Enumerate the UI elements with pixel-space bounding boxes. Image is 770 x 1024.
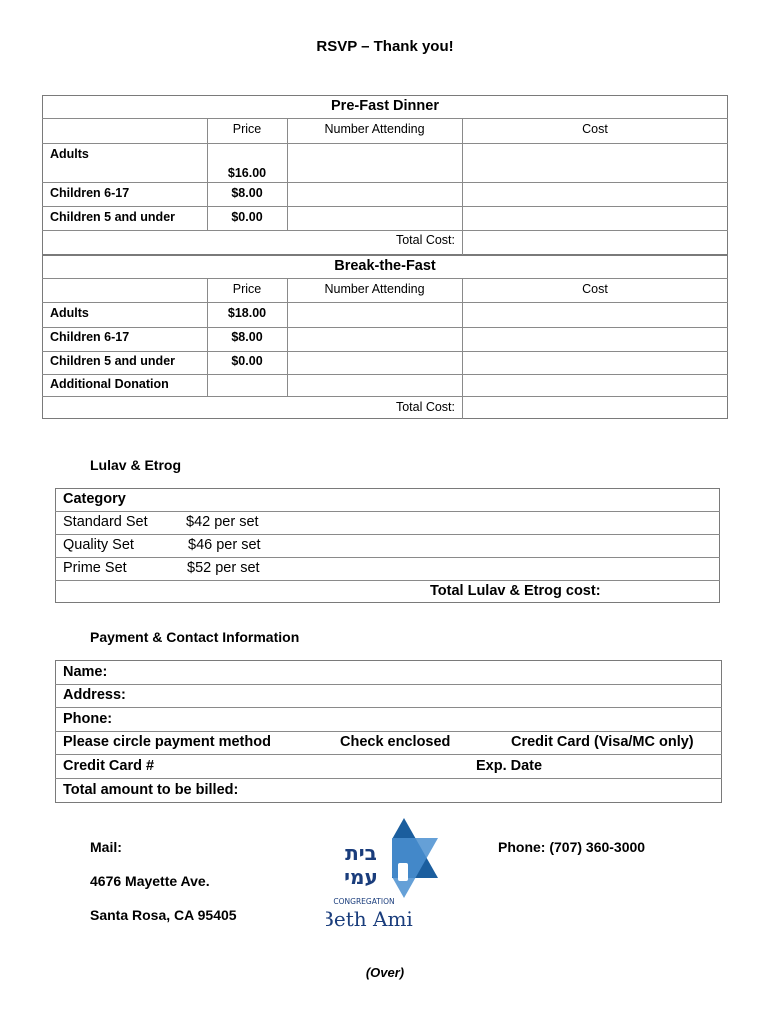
breakfast-row-label: Children 5 and under <box>50 354 176 368</box>
logo-hebrew-line2: עמי <box>344 865 378 889</box>
logo-name-text: Beth Ami <box>326 907 413 931</box>
breakfast-row-price: $8.00 <box>231 330 263 344</box>
mail-street: 4676 Mayette Ave. <box>90 873 210 889</box>
credit-card-option[interactable]: Credit Card (Visa/MC only) <box>511 734 694 750</box>
lulav-item-price: $42 per set <box>186 514 259 530</box>
breakfast-row-price: $0.00 <box>231 354 263 368</box>
prefast-row-price: $0.00 <box>231 210 263 224</box>
congregation-logo <box>326 818 438 936</box>
prefast-total-label: Total Cost: <box>395 233 455 247</box>
breakfast-row-price: $18.00 <box>227 306 267 320</box>
credit-card-number-label: Credit Card # <box>63 758 155 774</box>
prefast-row-label: Adults <box>50 147 89 161</box>
torah-ark-icon <box>398 863 408 881</box>
breakfast-row-label: Additional Donation <box>50 377 169 391</box>
lulav-category-label: Category <box>63 491 126 507</box>
lulav-total-label: Total Lulav & Etrog cost: <box>430 583 601 599</box>
prefast-row-label: Children 5 and under <box>50 210 176 224</box>
payment-method-label: Please circle payment method <box>63 734 271 750</box>
prefast-heading: Pre-Fast Dinner <box>331 98 439 114</box>
prefast-row-label: Children 6-17 <box>50 186 130 200</box>
breakfast-row-label: Adults <box>50 306 89 320</box>
mail-city: Santa Rosa, CA 95405 <box>90 907 237 923</box>
contact-heading: Payment & Contact Information <box>90 629 300 645</box>
breakfast-col-cost: Cost <box>582 282 608 296</box>
breakfast-col-price: Price <box>232 282 262 296</box>
breakfast-row-label: Children 6-17 <box>50 330 130 344</box>
lulav-item-name: Standard Set <box>63 514 148 530</box>
prefast-col-price: Price <box>232 122 262 136</box>
lulav-item-price: $46 per set <box>188 537 261 553</box>
exp-date-label: Exp. Date <box>476 758 543 774</box>
mail-label: Mail: <box>90 839 122 855</box>
star-of-david-icon <box>326 818 438 936</box>
lulav-heading: Lulav & Etrog <box>90 457 182 473</box>
lulav-item-name: Prime Set <box>63 560 127 576</box>
breakfast-heading: Break-the-Fast <box>334 258 436 274</box>
address-label: Address: <box>63 687 126 703</box>
phone-number: Phone: (707) 360-3000 <box>498 839 646 855</box>
check-enclosed-option[interactable]: Check enclosed <box>340 734 451 750</box>
prefast-row-price: $16.00 <box>227 166 267 180</box>
prefast-row-price: $8.00 <box>231 186 263 200</box>
prefast-col-cost: Cost <box>582 122 608 136</box>
over-note: (Over) <box>365 965 405 980</box>
name-label: Name: <box>63 664 108 680</box>
page-title: RSVP – Thank you! <box>316 38 454 55</box>
breakfast-total-label: Total Cost: <box>395 400 455 414</box>
prefast-col-number: Number Attending <box>324 122 425 136</box>
lulav-item-price: $52 per set <box>187 560 260 576</box>
logo-hebrew-line1: בית <box>345 841 377 865</box>
total-billed-label: Total amount to be billed: <box>63 782 239 798</box>
logo-congregation-text: CONGREGATION <box>333 897 395 906</box>
phone-label: Phone: <box>63 711 113 727</box>
lulav-item-name: Quality Set <box>63 537 134 553</box>
breakfast-col-number: Number Attending <box>324 282 425 296</box>
